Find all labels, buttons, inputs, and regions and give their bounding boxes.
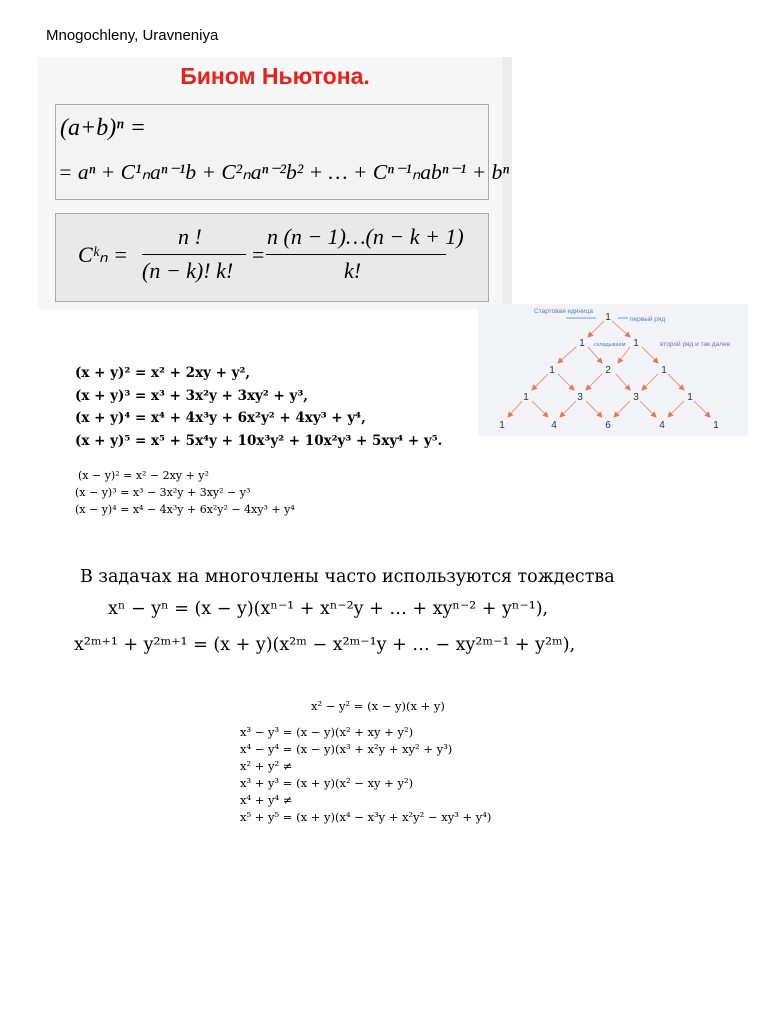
pascal-num: 1 xyxy=(579,338,585,349)
diff-powers-list xyxy=(75,467,295,518)
expansion-line-1: (a+b)ⁿ = xyxy=(60,115,146,141)
diff-power-line: (x − y)⁴ = x⁴ − 4x³y + 6x²y² − 4xy³ + y⁴ xyxy=(75,503,295,516)
coefficient-denominator-2: k! xyxy=(344,258,362,283)
sum-power-line: (x + y)³ = x³ + 3x²y + 3xy² + y³, xyxy=(75,387,308,404)
pascal-num: 6 xyxy=(605,420,611,431)
pascal-numbers xyxy=(499,312,719,431)
factorization-line: x⁴ − y⁴ = (x − y)(x³ + x²y + xy² + y³) xyxy=(240,742,453,756)
identity-line-1: xⁿ − yⁿ = (x − y)(xⁿ⁻¹ + xⁿ⁻²y + … + xyⁿ⁻² + yⁿ⁻¹), xyxy=(108,599,549,619)
pascal-num: 1 xyxy=(499,420,505,431)
coefficient-numerator-1: n ! xyxy=(178,224,202,249)
identities-block xyxy=(74,567,680,655)
expansion-line-2: = aⁿ + C¹ₙaⁿ⁻¹b + C²ₙaⁿ⁻²b² + … + Cⁿ⁻¹ₙabⁿ⁻¹ + bⁿ xyxy=(58,160,510,184)
binomial-theorem-panel xyxy=(38,57,512,310)
binomial-expansion-box xyxy=(55,104,510,200)
pascal-triangle-svg xyxy=(478,304,748,436)
pascal-num: 3 xyxy=(633,392,639,403)
identity-line-2: x²ᵐ⁺¹ + y²ᵐ⁺¹ = (x + y)(x²ᵐ − x²ᵐ⁻¹y + … − xy²ᵐ⁻¹ + y²ᵐ), xyxy=(74,635,576,655)
pascal-num: 1 xyxy=(713,420,719,431)
coefficient-lhs: Cᵏₙ = xyxy=(78,242,128,267)
document-header: Mnogochleny, Uravneniya xyxy=(46,27,219,44)
pascal-num: 1 xyxy=(549,365,555,376)
pascal-num: 1 xyxy=(661,365,667,376)
sum-power-line: (x + y)⁴ = x⁴ + 4x³y + 6x²y² + 4xy³ + y⁴, xyxy=(75,410,366,426)
start-label: Стартовая единица xyxy=(534,308,593,315)
second-row-label: второй ряд и так далее xyxy=(660,341,731,348)
binomial-coefficient-box xyxy=(55,213,489,302)
pascal-triangle-diagram xyxy=(478,304,748,436)
sum-power-line: (x + y)⁵ = x⁵ + 5x⁴y + 10x³y² + 10x²y³ + 5xy⁴ + y⁵. xyxy=(75,432,443,449)
pascal-num: 1 xyxy=(605,312,611,323)
factorization-line: x⁵ + y⁵ = (x + y)(x⁴ − x³y + x²y² − xy³ + y⁴) xyxy=(240,810,492,824)
pascal-num: 1 xyxy=(687,392,693,403)
identities-title: В задачах на многочлены часто используются тождества xyxy=(80,567,615,587)
pascal-num: 1 xyxy=(633,338,639,349)
first-row-label: первый ряд xyxy=(630,316,666,323)
coefficient-numerator-2: n (n − 1)…(n − k + 1) xyxy=(267,224,464,249)
pascal-num: 4 xyxy=(659,420,665,431)
sum-powers-list xyxy=(75,362,442,452)
diff-power-line: (x − y)³ = x³ − 3x²y + 3xy² − y³ xyxy=(75,486,251,499)
coefficient-equals: = xyxy=(252,242,265,267)
pascal-num: 3 xyxy=(577,392,583,403)
pascal-num: 2 xyxy=(605,365,611,376)
square-difference: x² − y² = (x − y)(x + y) xyxy=(311,699,445,713)
pascal-num: 1 xyxy=(523,392,529,403)
sum-power-line: (x + y)² = x² + 2xy + y², xyxy=(75,365,251,381)
coefficient-denominator-1: (n − k)! k! xyxy=(142,258,234,283)
factorization-list xyxy=(240,724,491,826)
pascal-num: 4 xyxy=(551,420,557,431)
factorization-line: x³ + y³ = (x + y)(x² − xy + y²) xyxy=(240,776,414,790)
factorization-line: x² + y² ≠ xyxy=(240,759,293,773)
factorization-line: x³ − y³ = (x − y)(x² + xy + y²) xyxy=(240,725,414,739)
factorization-line: x⁴ + y⁴ ≠ xyxy=(240,793,293,807)
sum-label: складываем xyxy=(594,342,626,348)
diff-power-line: (x − y)² = x² − 2xy + y² xyxy=(78,469,209,482)
binomial-title: Бином Ньютона. xyxy=(180,63,370,89)
fraction-bar-1 xyxy=(142,254,246,255)
fraction-bar-2 xyxy=(266,254,446,255)
